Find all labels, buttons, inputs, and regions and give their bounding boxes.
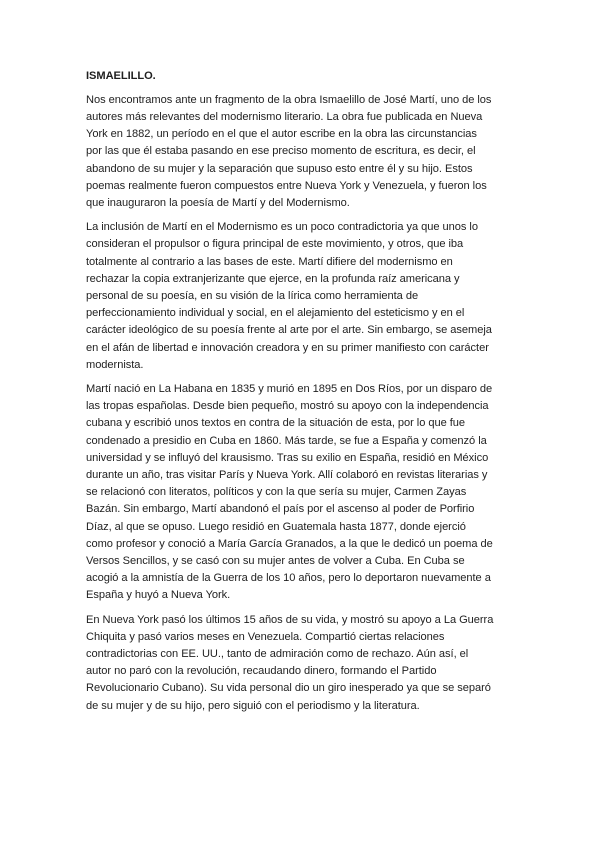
text-line: autores más relevantes del modernismo literario. La obra fue publicada en Nueva — [86, 110, 483, 123]
text-line: Revolucionario Cubano). Su vida personal dio un giro inesperado ya que se separó — [86, 682, 491, 695]
text-line: autor no paró con la revolución, recaudando dinero, formando el Partido — [86, 665, 437, 678]
paragraph-new-york — [86, 612, 516, 715]
text-line: modernista. — [86, 358, 144, 371]
text-line: contradictorias con EE. UU., tanto de admiración como de rechazo. Aún así, el — [86, 648, 469, 660]
text-line: universidad y se influyó del krausismo. Tras su exilio en España, residió en México — [86, 451, 489, 464]
text-line: personal de su poesía, en su visión de la lírica como herramienta de — [86, 289, 419, 302]
text-line: por las que él estaba pasando en ese preciso momento de escritura, es decir, el — [86, 145, 476, 158]
text-line: perfeccionamiento individual y social, en el alejamiento del esteticismo y en el — [86, 307, 465, 320]
paragraph-modernismo — [86, 219, 516, 374]
text-line: poemas realmente fueron compuestos entre Nueva York y Venezuela, y fueron los — [86, 179, 487, 192]
text-line: En Nueva York pasó los últimos 15 años de su vida, y mostró su apoyo a La Guerra — [86, 613, 494, 626]
text-line: abandono de su mujer y la separación que supuso esto entre él y su hijo. Estos — [86, 162, 473, 175]
text-line: Versos Sencillos, y se casó con su mujer antes de volver a Cuba. En Cuba se — [86, 554, 465, 567]
text-line: carácter ideológico de su poesía frente al arte por el arte. Sin embargo, se asemeja — [86, 324, 492, 337]
text-line: se relacionó con literatos, políticos y con la que sería su mujer, Carmen Zayas — [86, 486, 467, 499]
text-line: España y huyó a Nueva York. — [86, 589, 231, 602]
text-line: Bazán. Sin embargo, Martí abandonó el país por el ascenso al poder de Porfirio — [86, 503, 475, 516]
text-line: durante un año, tras visitar París y Nueva York. Allí colaboró en revistas literarias y — [86, 468, 488, 481]
paragraph-biography — [86, 381, 516, 605]
text-line: acogió a la amnistía de la Guerra de los 10 años, pero lo deportaron nuevamente a — [86, 572, 491, 585]
text-line: consideran el propulsor o figura principal de este movimiento, y otros, que iba — [86, 238, 464, 251]
text-line: cubana y escribió unos textos en contra de la situación de esta, por lo que fue — [86, 417, 466, 430]
text-line: que inauguraron la poesía de Martí y del Modernismo. — [86, 196, 350, 209]
text-line: Chiquita y pasó varios meses en Venezuela. Compartió ciertas relaciones — [86, 630, 445, 643]
text-line: Nos encontramos ante un fragmento de la obra Ismaelillo de José Martí, uno de los — [86, 93, 492, 106]
text-line: como profesor y conoció a María García Granados, a la que le dedicó un poema de — [86, 537, 493, 550]
document-body — [86, 68, 516, 722]
text-line: La inclusión de Martí en el Modernismo es un poco contradictoria ya que unos lo — [86, 221, 478, 234]
document-title: ISMAELILLO. — [86, 70, 156, 82]
text-line: rechazar la copia extranjerizante que ejerce, en la profunda raíz americana y — [86, 272, 460, 285]
paragraph-intro — [86, 92, 516, 212]
text-line: de su mujer y de su hijo, pero siguió con el periodismo y la literatura. — [86, 699, 420, 712]
text-line: las tropas españolas. Desde bien pequeño, mostró su apoyo con la independencia — [86, 400, 489, 413]
text-line: York en 1882, un período en el que el autor escribe en la obra las circunstancias — [86, 128, 477, 141]
text-line: en el afán de libertad e innovación creadora y en su primer manifiesto con carácter — [86, 341, 489, 354]
text-line: condenado a presidio en Cuba en 1860. Más tarde, se fue a España y comenzó la — [86, 434, 487, 447]
text-line: Díaz, al que se opuso. Luego residió en Guatemala hasta 1877, donde ejerció — [86, 520, 466, 533]
text-line: totalmente al contrario a las bases de este. Martí difiere del modernismo en — [86, 255, 453, 268]
text-line: Martí nació en La Habana en 1835 y murió en 1895 en Dos Ríos, por un disparo de — [86, 382, 493, 395]
